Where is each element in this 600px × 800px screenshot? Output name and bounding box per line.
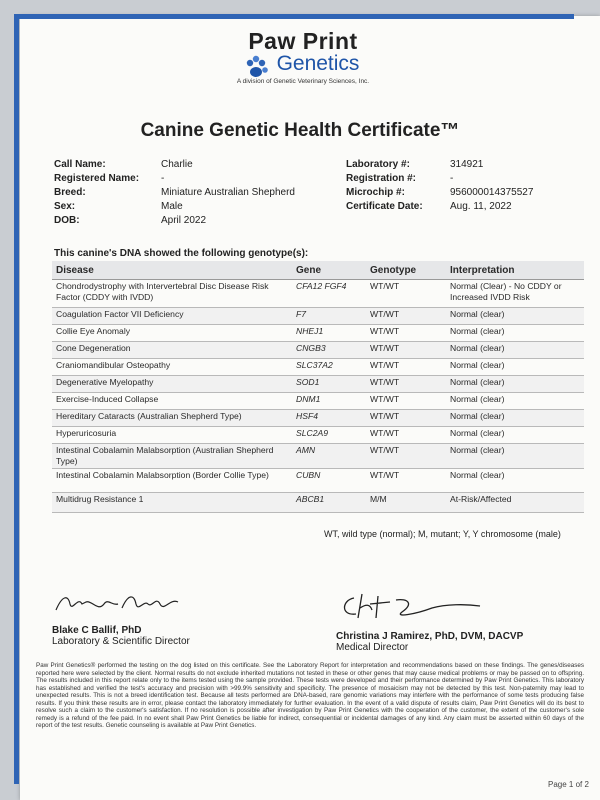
info-row bbox=[54, 214, 295, 228]
table-row bbox=[52, 469, 584, 493]
interpretation-cell: At-Risk/Affected bbox=[446, 493, 584, 513]
info-row bbox=[346, 186, 533, 200]
disease-cell: Multidrug Resistance 1 bbox=[52, 493, 292, 513]
genotype-legend: WT, wild type (normal); M, mutant; Y, Y chromosome (male) bbox=[324, 529, 561, 539]
info-value: Aug. 11, 2022 bbox=[450, 201, 512, 212]
genotype-cell: WT/WT bbox=[366, 427, 446, 444]
info-value: Male bbox=[161, 201, 183, 212]
genotype-cell: WT/WT bbox=[366, 325, 446, 342]
interpretation-cell: Normal (clear) bbox=[446, 410, 584, 427]
logo-tagline: A division of Genetic Veterinary Sciences, Inc. bbox=[236, 78, 370, 85]
gene-cell: CFA12 FGF4 bbox=[292, 280, 366, 308]
genotype-intro: This canine's DNA showed the following genotype(s): bbox=[54, 248, 309, 259]
info-value: Miniature Australian Shepherd bbox=[161, 187, 295, 198]
header-genotype: Genotype bbox=[366, 261, 446, 280]
genotype-cell: WT/WT bbox=[366, 280, 446, 308]
table-header-row bbox=[52, 261, 584, 280]
logo-line2: Genetics bbox=[276, 52, 360, 75]
signature-block-medical bbox=[336, 590, 523, 653]
genotype-cell: WT/WT bbox=[366, 469, 446, 493]
interpretation-cell: Normal (clear) bbox=[446, 444, 584, 469]
info-label: Registered Name: bbox=[54, 173, 140, 184]
interpretation-cell: Normal (clear) bbox=[446, 427, 584, 444]
gene-cell: F7 bbox=[292, 308, 366, 325]
interpretation-cell: Normal (clear) bbox=[446, 376, 584, 393]
signer-role: Medical Director bbox=[336, 642, 409, 653]
disease-cell: Intestinal Cobalamin Malabsorption (Border Collie Type) bbox=[52, 469, 292, 493]
header-gene: Gene bbox=[292, 261, 366, 280]
disease-cell: Intestinal Cobalamin Malabsorption (Australian Shepherd Type) bbox=[52, 444, 292, 469]
disease-cell: Hereditary Cataracts (Australian Shepherd Type) bbox=[52, 410, 292, 427]
info-value: 956000014375527 bbox=[450, 187, 534, 198]
header-interpretation: Interpretation bbox=[446, 261, 584, 280]
disease-cell: Craniomandibular Osteopathy bbox=[52, 359, 292, 376]
gene-cell: AMN bbox=[292, 444, 366, 469]
genotype-cell: M/M bbox=[366, 493, 446, 513]
info-row bbox=[346, 158, 533, 172]
disease-cell: Hyperuricosuria bbox=[52, 427, 292, 444]
genotype-cell: WT/WT bbox=[366, 410, 446, 427]
dog-info-right bbox=[346, 158, 533, 214]
info-row bbox=[346, 172, 533, 186]
interpretation-cell: Normal (clear) bbox=[446, 359, 584, 376]
table-row bbox=[52, 342, 584, 359]
genotype-cell: WT/WT bbox=[366, 342, 446, 359]
gene-cell: CUBN bbox=[292, 469, 366, 493]
info-value: - bbox=[450, 173, 454, 184]
info-label: Registration #: bbox=[346, 173, 417, 184]
gene-cell: SOD1 bbox=[292, 376, 366, 393]
disease-cell: Exercise-Induced Collapse bbox=[52, 393, 292, 410]
gene-cell: DNM1 bbox=[292, 393, 366, 410]
gene-cell: HSF4 bbox=[292, 410, 366, 427]
info-value: April 2022 bbox=[161, 215, 207, 226]
interpretation-cell: Normal (clear) bbox=[446, 342, 584, 359]
signature-image bbox=[336, 590, 486, 624]
header-disease: Disease bbox=[52, 261, 292, 280]
info-value: 314921 bbox=[450, 159, 484, 170]
logo-line1: Paw Print bbox=[248, 28, 358, 54]
table-row bbox=[52, 493, 584, 513]
table-row bbox=[52, 410, 584, 427]
gene-cell: ABCB1 bbox=[292, 493, 366, 513]
page-number: Page 1 of 2 bbox=[548, 780, 589, 789]
disease-cell: Cone Degeneration bbox=[52, 342, 292, 359]
signer-name: Christina J Ramirez, PhD, DVM, DACVP bbox=[336, 631, 524, 642]
table-row bbox=[52, 308, 584, 325]
disease-cell: Degenerative Myelopathy bbox=[52, 376, 292, 393]
certificate-title: Canine Genetic Health Certificate™ bbox=[140, 120, 460, 141]
table-row bbox=[52, 393, 584, 410]
gene-cell: SLC37A2 bbox=[292, 359, 366, 376]
info-label: DOB: bbox=[54, 215, 80, 226]
genotype-cell: WT/WT bbox=[366, 359, 446, 376]
table-row bbox=[52, 280, 584, 308]
info-row bbox=[54, 158, 295, 172]
table-row bbox=[52, 376, 584, 393]
table-row bbox=[52, 444, 584, 469]
info-label: Microchip #: bbox=[346, 187, 405, 198]
info-value: - bbox=[161, 173, 165, 184]
gene-cell: NHEJ1 bbox=[292, 325, 366, 342]
signature-image bbox=[52, 590, 192, 618]
disease-cell: Coagulation Factor VII Deficiency bbox=[52, 308, 292, 325]
signer-role: Laboratory & Scientific Director bbox=[52, 636, 190, 647]
info-value: Charlie bbox=[161, 159, 193, 170]
dog-info-left bbox=[54, 158, 295, 228]
genotype-table bbox=[52, 261, 584, 513]
info-label: Breed: bbox=[54, 187, 86, 198]
legal-disclaimer: Paw Print Genetics® performed the testing on the dog listed on this certificate. See the Laboratory Report for interpretation and recommendations based on these findings. The genes/diseases reported here were selected by the client. Normal results do not exclude inherited mutations not tested in these or other genes that may cause medical problems or may be passed on to offspring. The results included in this report relate only to the items tested using the sample provided. These tests were developed and their performance determined by Paw Print Genetics. This laboratory has established and verified the test's accuracy and precision with >99.9% sensitivity and specificity. The presence of mosaicism may not be detected by this test. Non-paternity may lead to unexpected results. This is not a breed identification test. Because all tests performed are DNA-based, rare genomic variations may interfere with the performance of some tests producing false results. If you think these results are in error, please contact the laboratory immediately for further evaluation. In the event of a valid dispute of results claim, Paw Print Genetics will do its best to resolve such a claim to the customer's satisfaction. If no resolution is possible after investigation by Paw Print Genetics with the cooperation of the customer, the extent of the customer's sole remedy is a refund of the fee paid. In no event shall Paw Print Genetics be liable for indirect, consequential or incidental damages of any kind. Any claim must be asserted within 60 days of the report of the test results. Genetic counseling is available at Paw Print Genetics. bbox=[36, 662, 584, 729]
interpretation-cell: Normal (clear) bbox=[446, 308, 584, 325]
genotype-cell: WT/WT bbox=[366, 376, 446, 393]
disease-cell: Chondrodystrophy with Intervertebral Disc Disease Risk Factor (CDDY with IVDD) bbox=[52, 280, 292, 308]
signature-block-director bbox=[52, 590, 192, 647]
disease-cell: Collie Eye Anomaly bbox=[52, 325, 292, 342]
info-label: Sex: bbox=[54, 201, 76, 212]
table-row bbox=[52, 325, 584, 342]
genotype-cell: WT/WT bbox=[366, 308, 446, 325]
genotype-cell: WT/WT bbox=[366, 393, 446, 410]
info-label: Certificate Date: bbox=[346, 201, 423, 212]
info-label: Call Name: bbox=[54, 159, 106, 170]
paw-print-icon bbox=[242, 53, 272, 83]
info-row bbox=[54, 186, 295, 200]
gene-cell: CNGB3 bbox=[292, 342, 366, 359]
gene-cell: SLC2A9 bbox=[292, 427, 366, 444]
interpretation-cell: Normal (Clear) - No CDDY or Increased IVDD Risk bbox=[446, 280, 584, 308]
interpretation-cell: Normal (clear) bbox=[446, 469, 584, 493]
info-row bbox=[346, 200, 533, 214]
table-row bbox=[52, 427, 584, 444]
info-label: Laboratory #: bbox=[346, 159, 410, 170]
interpretation-cell: Normal (clear) bbox=[446, 393, 584, 410]
info-row bbox=[54, 172, 295, 186]
company-logo bbox=[218, 30, 388, 110]
info-row bbox=[54, 200, 295, 214]
signer-name: Blake C Ballif, PhD bbox=[52, 625, 142, 636]
table-row bbox=[52, 359, 584, 376]
genotype-cell: WT/WT bbox=[366, 444, 446, 469]
interpretation-cell: Normal (clear) bbox=[446, 325, 584, 342]
